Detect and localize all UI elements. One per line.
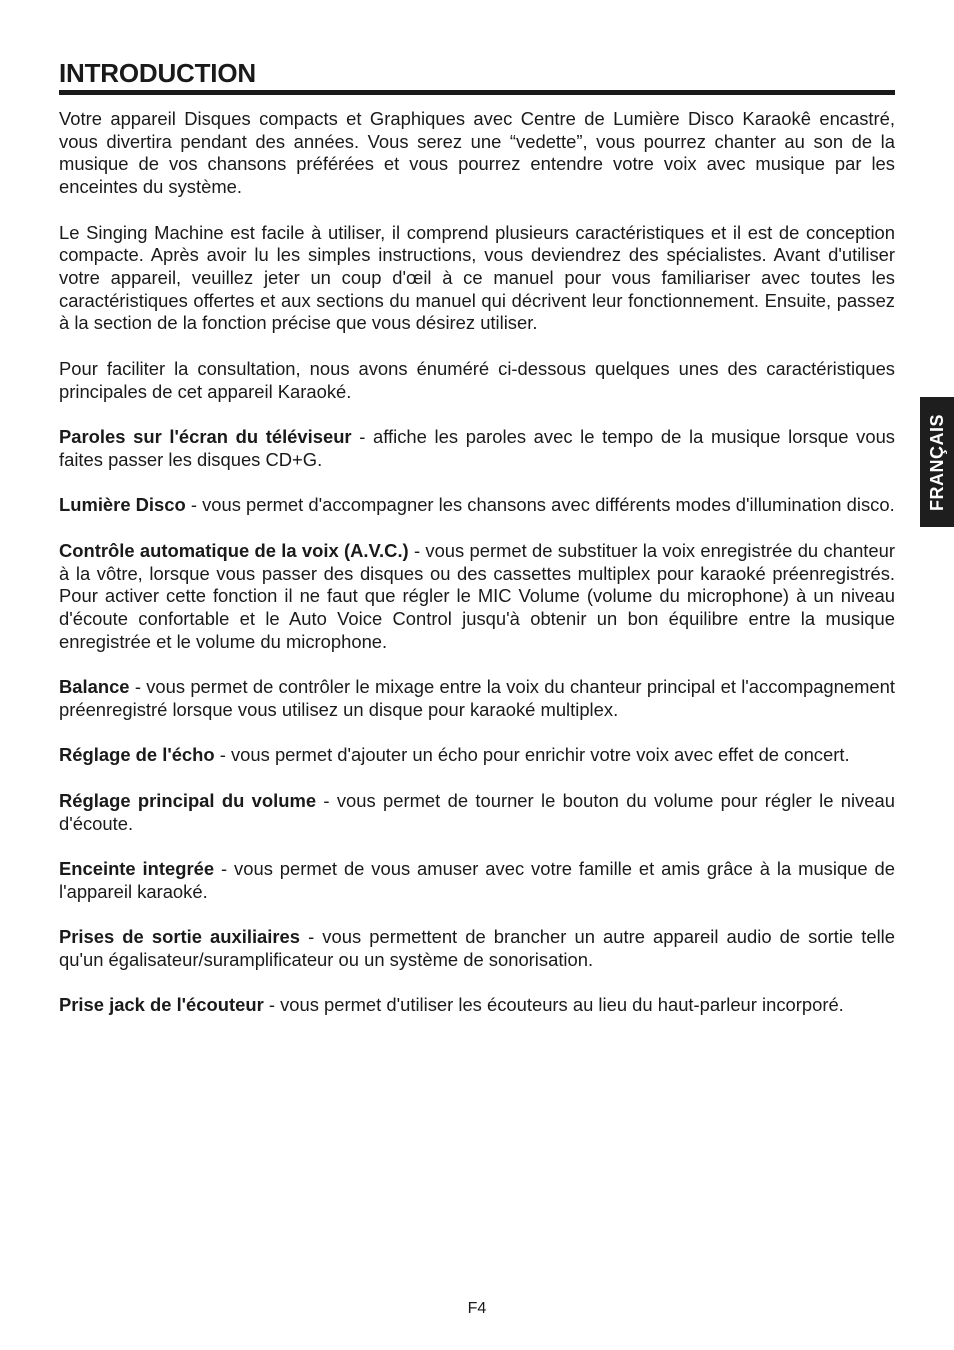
- feature-description: - vous permet de vous amuser avec votre famille et amis grâce à la musique de l'appareil karaoké.: [59, 858, 895, 902]
- feature-description: - vous permet de tourner le bouton du volume pour régler le niveau d'écoute.: [59, 789, 895, 834]
- paragraph-text: Le Singing Machine est facile à utiliser, il comprend plusieurs caractéristiques et il est de conception compacte. Après avoir lu les simples instructions, vous deviendrez des spécialistes. Avant d'utiliser votre appareil, veuillez jeter un coup d'œil à ce manuel pour vous familiariser avec toutes les caractéristiques offertes et aux sections du manuel qui décrivent leur fonctionnement. Ensuite, passez à la section de la fonction précise que vous désirez utiliser.: [59, 221, 895, 334]
- paragraph-text: Votre appareil Disques compacts et Graphiques avec Centre de Lumière Disco Karaokê encastré, vous divertira pendant des années. Vous serez une “vedette”, vous pourrez chanter au son de la musique de vos chansons préférées et vous pourrez entendre votre voix avec musique par les enceintes du système.: [59, 108, 895, 198]
- feature-master-volume: [59, 790, 895, 835]
- introduction-body: [59, 108, 895, 1040]
- language-tab: [920, 397, 954, 527]
- feature-built-in-speaker: [59, 858, 895, 903]
- feature-balance: [59, 676, 895, 721]
- feature-echo: [59, 744, 895, 767]
- feature-tv-lyrics: [59, 426, 895, 471]
- feature-term: Prise jack de l'écouteur: [59, 994, 264, 1016]
- paragraph-text: Pour faciliter la consultation, nous avons énuméré ci-dessous quelques unes des caractéristiques principales de cet appareil Karaoké.: [59, 357, 895, 402]
- intro-paragraph-1: [59, 108, 895, 199]
- feature-term: Lumière Disco: [59, 494, 186, 516]
- feature-term: Réglage de l'écho: [59, 744, 215, 766]
- feature-term: Enceinte integrée: [59, 858, 215, 880]
- language-tab-label: FRANÇAIS: [926, 413, 947, 511]
- feature-term: Balance: [59, 676, 130, 698]
- feature-description: - vous permet d'utiliser les écouteurs au lieu du haut-parleur incorporé.: [263, 994, 844, 1016]
- feature-headphone-jack: [59, 994, 895, 1017]
- feature-description: - affiche les paroles avec le tempo de la musique lorsque vous faites passer les disques CD+G.: [59, 426, 895, 470]
- feature-description: - vous permet de contrôler le mixage entre la voix du chanteur principal et l'accompagnement préenregistré lorsque vous utilisez un disque pour karaoké multiplex.: [59, 676, 895, 720]
- feature-description: - vous permettent de brancher un autre appareil audio de sortie telle qu'un égalisateur/suramplificateur ou un système de sonorisation.: [59, 926, 895, 970]
- feature-description: - vous permet de substituer la voix enregistrée du chanteur à la vôtre, lorsque vous passer des disques ou des cassettes multiplex pour karaoké préenregistrés. Pour activer cette fonction il ne faut que régler le MIC Volume (volume du microphone) à un niveau d'écoute confortable et le Auto Voice Control jusqu'à obtenir un bon équilibre entre la musique enregistrée et le volume du microphone.: [59, 539, 895, 652]
- intro-paragraph-3: [59, 358, 895, 403]
- intro-paragraph-2: [59, 222, 895, 336]
- feature-disco-light: [59, 494, 895, 517]
- feature-aux-outputs: [59, 926, 895, 971]
- feature-term: Prises de sortie auxiliaires: [59, 926, 300, 948]
- feature-term: Contrôle automatique de la voix (A.V.C.): [59, 539, 409, 561]
- feature-term: Réglage principal du volume: [59, 789, 317, 811]
- feature-description: - vous permet d'accompagner les chansons avec différents modes d'illumination disco.: [185, 494, 895, 516]
- feature-term: Paroles sur l'écran du téléviseur: [59, 426, 352, 448]
- feature-avc: [59, 540, 895, 654]
- page-number: F4: [467, 1300, 487, 1317]
- feature-description: - vous permet d'ajouter un écho pour enrichir votre voix avec effet de concert.: [214, 744, 850, 766]
- page-title: INTRODUCTION: [59, 58, 895, 95]
